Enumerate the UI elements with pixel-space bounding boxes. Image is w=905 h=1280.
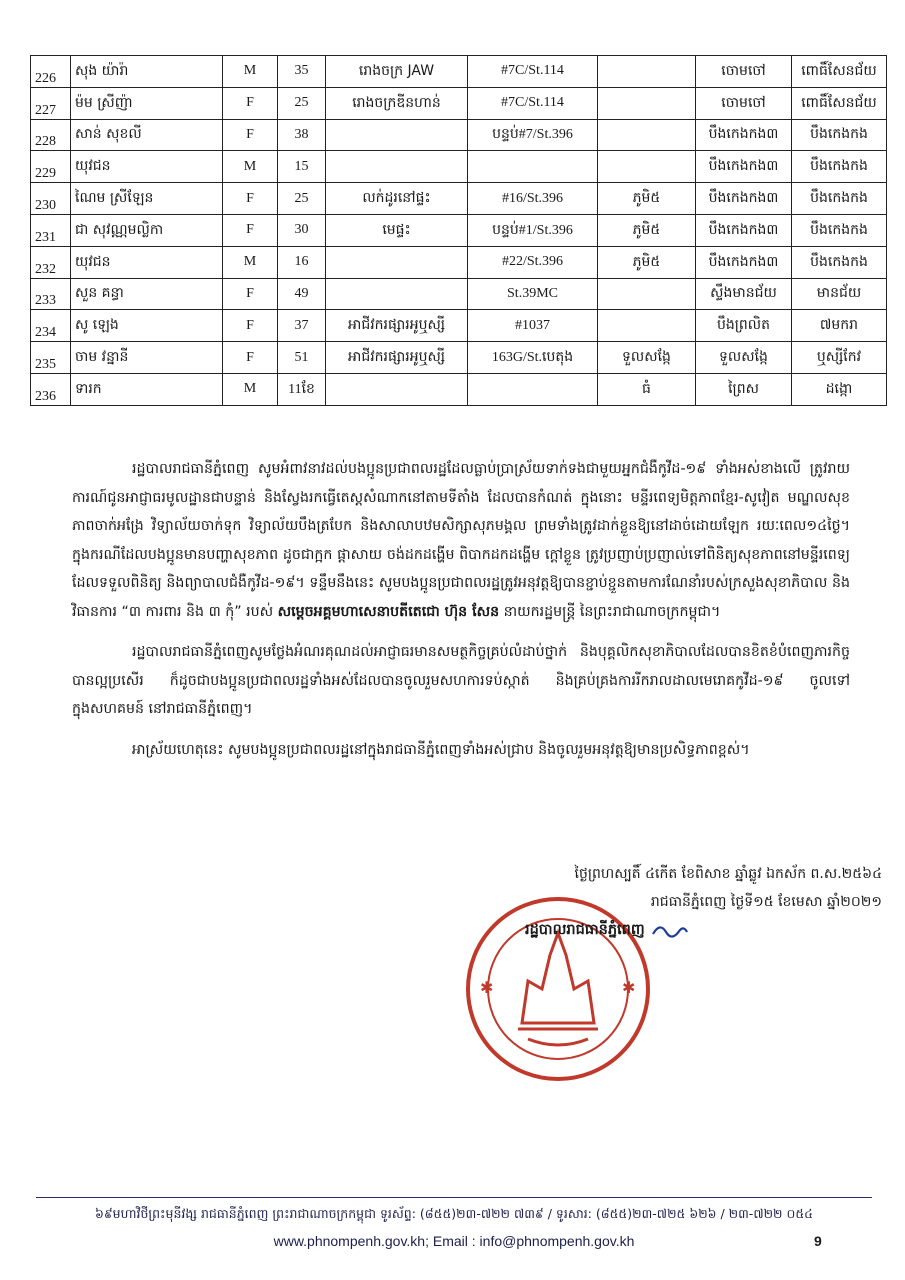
patient-sex: F (223, 310, 278, 342)
signature-icon (650, 920, 690, 940)
patient-name: យុវជន (71, 151, 223, 183)
footer-divider (36, 1197, 872, 1198)
patient-village (598, 87, 696, 119)
patient-sex: M (223, 151, 278, 183)
signature-block (525, 920, 690, 942)
patient-name: ណៃម ស្រីឡែន (71, 183, 223, 215)
patient-commune: ទួលសង្កែ (696, 342, 792, 374)
patient-village (598, 310, 696, 342)
footer-website: www.phnompenh.gov.kh; Email : info@phnompenh.gov.kh (273, 1233, 635, 1249)
patient-sex: F (223, 87, 278, 119)
signature-title: រដ្ឋបាលរាជធានីភ្នំពេញ (525, 922, 645, 938)
patient-occupation (326, 151, 468, 183)
patient-age: 11ខែ (278, 373, 326, 405)
table-row (31, 373, 887, 405)
patient-age: 30 (278, 214, 326, 246)
patient-village: ភូមិ៥ (598, 214, 696, 246)
patient-district: មានជ័យ (792, 278, 887, 310)
announcement-body (72, 455, 850, 776)
patient-district: ឬស្សីកែវ (792, 342, 887, 374)
patient-address: #16/St.396 (468, 183, 598, 215)
patient-address: 163G/St.បេតុង (468, 342, 598, 374)
patient-commune: ចោមចៅ (696, 87, 792, 119)
patient-sex: M (223, 246, 278, 278)
patient-commune: បឹងព្រលិត (696, 310, 792, 342)
paragraph-2: រដ្ឋបាលរាជធានីភ្នំពេញសូមថ្លែងអំណរគុណដល់អាជ្ញាធរមានសមត្ថកិច្ចគ្រប់លំដាប់ថ្នាក់ និងបុគ្គលិកសុខាភិបាលដែលបានខិតខំបំពេញភារកិច្ចបានល្អប្រសើរ ក៏ដូចជាបងប្អូនប្រជាពលរដ្ឋទាំងអស់ដែលបានចូលរួមសហការទប់ស្កាត់ និងគ្រប់គ្រងការរីករាលដាលមេរោគកូវីដ-១៩ ចូលទៅក្នុងសហគមន៍ នៅរាជធានីភ្នំពេញ។ (72, 644, 850, 717)
row-number: 234 (31, 310, 71, 342)
patient-occupation: លក់ដូរនៅផ្ទះ (326, 183, 468, 215)
patient-district: ពោធិ៍សែនជ័យ (792, 87, 887, 119)
patient-name: សួន គន្ធា (71, 278, 223, 310)
table-row (31, 214, 887, 246)
patient-village: ភូមិ៥ (598, 183, 696, 215)
svg-text:✱: ✱ (480, 978, 494, 997)
patient-commune: ព្រៃស (696, 373, 792, 405)
footer-address: ៦៩មហាវិថីព្រះមុនីវង្ស រាជធានីភ្នំពេញ ព្រះរាជាណាចក្រកម្ពុជា ទូរស័ព្ទ: (៨៥៥)២៣-៧២២ ៧៣៩ / ទូរសារ: (៨៥៥)២៣-៧២៥ ៦២៦ / ២៣-៧២២ ០៥៤ (94, 1206, 814, 1221)
patient-age: 49 (278, 278, 326, 310)
table-row (31, 183, 887, 215)
patient-address: #7C/St.114 (468, 87, 598, 119)
patient-address: #7C/St.114 (468, 56, 598, 88)
patient-sex: F (223, 342, 278, 374)
cases-table (30, 55, 887, 406)
patient-district: ដង្កោ (792, 373, 887, 405)
paragraph-3: អាស្រ័យហេតុនេះ សូមបងប្អូនប្រជាពលរដ្ឋនៅក្នុងរាជធានីភ្នំពេញទាំងអស់ជ្រាប និងចូលរួមអនុវត្តឱ្យមានប្រសិទ្ធភាពខ្ពស់។ (132, 741, 750, 758)
patient-age: 35 (278, 56, 326, 88)
patient-village (598, 278, 696, 310)
patient-sex: F (223, 119, 278, 151)
patient-occupation: មេផ្ទះ (326, 214, 468, 246)
patient-district: បឹងកេងកង (792, 151, 887, 183)
table-row (31, 246, 887, 278)
table-row (31, 151, 887, 183)
patient-village (598, 119, 696, 151)
row-number: 233 (31, 278, 71, 310)
table-row (31, 310, 887, 342)
prime-minister-name: សម្តេចអគ្គមហាសេនាបតីតេជោ ហ៊ុន សែន (277, 603, 500, 620)
table-row (31, 342, 887, 374)
patient-name: សុង យ៉ារ៉ា (71, 56, 223, 88)
patient-age: 16 (278, 246, 326, 278)
patient-occupation (326, 278, 468, 310)
patient-district: បឹងកេងកង (792, 214, 887, 246)
patient-age: 25 (278, 183, 326, 215)
patient-sex: F (223, 214, 278, 246)
paragraph-1 (72, 455, 850, 626)
patient-occupation (326, 246, 468, 278)
row-number: 230 (31, 183, 71, 215)
patient-commune: បឹងកេងកង៣ (696, 214, 792, 246)
patient-commune: បឹងកេងកង៣ (696, 183, 792, 215)
patient-name: ចាម វន្នានី (71, 342, 223, 374)
patient-address (468, 151, 598, 183)
patient-commune: បឹងកេងកង៣ (696, 151, 792, 183)
patient-address: #22/St.396 (468, 246, 598, 278)
patient-address: St.39MC (468, 278, 598, 310)
row-number: 229 (31, 151, 71, 183)
patient-district: បឹងកេងកង (792, 183, 887, 215)
patient-occupation: រោងចក្រឌីនហាន់ (326, 87, 468, 119)
patient-occupation (326, 119, 468, 151)
patient-commune: ចោមចៅ (696, 56, 792, 88)
patient-district: បឹងកេងកង (792, 246, 887, 278)
page-number: 9 (814, 1233, 822, 1249)
row-number: 232 (31, 246, 71, 278)
solar-date: រាជធានីភ្នំពេញ ថ្ងៃទី១៥ ខែមេសា ឆ្នាំ២០២១ (650, 894, 882, 910)
patient-address (468, 373, 598, 405)
table-row (31, 56, 887, 88)
patient-sex: M (223, 373, 278, 405)
patient-occupation (326, 373, 468, 405)
row-number: 228 (31, 119, 71, 151)
patient-age: 51 (278, 342, 326, 374)
patient-occupation: អាជីវករផ្សារអូឬស្សី (326, 310, 468, 342)
patient-district: បឹងកេងកង (792, 119, 887, 151)
patient-address: បន្ទប់#7/St.396 (468, 119, 598, 151)
patient-age: 15 (278, 151, 326, 183)
row-number: 227 (31, 87, 71, 119)
patient-village (598, 151, 696, 183)
patient-commune: ស្ទឹងមានជ័យ (696, 278, 792, 310)
row-number: 236 (31, 373, 71, 405)
patient-name: ម៉ម ស្រីញ៉ា (71, 87, 223, 119)
patient-village: ធំ (598, 373, 696, 405)
patient-name: យុវជន (71, 246, 223, 278)
lunar-date: ថ្ងៃព្រហស្បតិ៍ ៤កើត ខែពិសាខ ឆ្នាំឆ្លូវ ឯកស័ក ព.ស.២៥៦៤ (574, 866, 882, 882)
patient-age: 37 (278, 310, 326, 342)
patient-age: 25 (278, 87, 326, 119)
patient-sex: M (223, 56, 278, 88)
patient-name: ទារក (71, 373, 223, 405)
patient-name: ជា សុវណ្ណមល្លិកា (71, 214, 223, 246)
row-number: 231 (31, 214, 71, 246)
patient-commune: បឹងកេងកង៣ (696, 246, 792, 278)
patient-district: ពោធិ៍សែនជ័យ (792, 56, 887, 88)
patient-name: សាន់ សុខលី (71, 119, 223, 151)
paragraph-1-text: រដ្ឋបាលរាជធានីភ្នំពេញ សូមអំពាវនាវដល់បងប្អូនប្រជាពលរដ្ឋដែលធ្លាប់ប្រាស្រ័យទាក់ទងជាមួយអ្នកជំងឺកូវីដ-១៩ ទាំងអស់ខាងលើ ត្រូវរាយការណ៍ជូនអាជ្ញាធរមូលដ្ឋានជាបន្ទាន់ និងស្វែងរកធ្វើតេស្តសំណាកនៅតាមទីតាំង ដែលបានកំណត់ ក្នុងនោះ មន្ទីរពេទ្យមិត្តភាពខ្មែរ-សូវៀត មណ្ឌលសុខភាពចាក់អង្រែ វិទ្យាល័យចាក់ទុក វិទ្យាល័យបឹងត្របែក និងសាលាបឋមសិក្សាសុភមង្គល ព្រមទាំងត្រូវដាក់ខ្លួនឱ្យនៅដាច់ដោយឡែក រយៈពេល១៤ថ្ងៃ។ ក្នុងករណីដែលបងប្អូនមានបញ្ហាសុខភាព ដូចជាក្អក ផ្តាសាយ ចង់ដកដង្ហើម ពិបាកដកដង្ហើម ក្តៅខ្លួន ត្រូវប្រញាប់ប្រញាល់ទៅពិនិត្យសុខភាពនៅមន្ទីរពេទ្យ ដែលទទួលពិនិត្យ និងព្យាបាលជំងឺកូវីដ-១៩។ ទន្ទឹមនឹងនេះ សូមបងប្អូនប្រជាពលរដ្ឋត្រូវអនុវត្តឱ្យបានខ្ជាប់ខ្ជួនតាមការណែនាំរបស់ក្រសួងសុខាភិបាល និងវិធានការ “៣ ការពារ និង ៣ កុំ” របស់ (72, 461, 850, 620)
cases-table-body (31, 56, 887, 406)
patient-sex: F (223, 278, 278, 310)
row-number: 226 (31, 56, 71, 88)
table-row (31, 87, 887, 119)
patient-address: #1037 (468, 310, 598, 342)
row-number: 235 (31, 342, 71, 374)
patient-village (598, 56, 696, 88)
patient-address: បន្ទប់#1/St.396 (468, 214, 598, 246)
patient-village: ភូមិ៥ (598, 246, 696, 278)
patient-village: ទួលសង្កែ (598, 342, 696, 374)
table-row (31, 119, 887, 151)
patient-occupation: អាជីវករផ្សារអូឬស្សី (326, 342, 468, 374)
paragraph-1-end: នាយករដ្ឋមន្ត្រី នៃព្រះរាជាណាចក្រកម្ពុជា។ (499, 603, 721, 620)
patient-name: សូ ឡេង (71, 310, 223, 342)
patient-district: ៧មករា (792, 310, 887, 342)
patient-sex: F (223, 183, 278, 215)
patient-age: 38 (278, 119, 326, 151)
patient-occupation: រោងចក្រ JAW (326, 56, 468, 88)
table-row (31, 278, 887, 310)
svg-text:✱: ✱ (622, 978, 636, 997)
patient-commune: បឹងកេងកង៣ (696, 119, 792, 151)
